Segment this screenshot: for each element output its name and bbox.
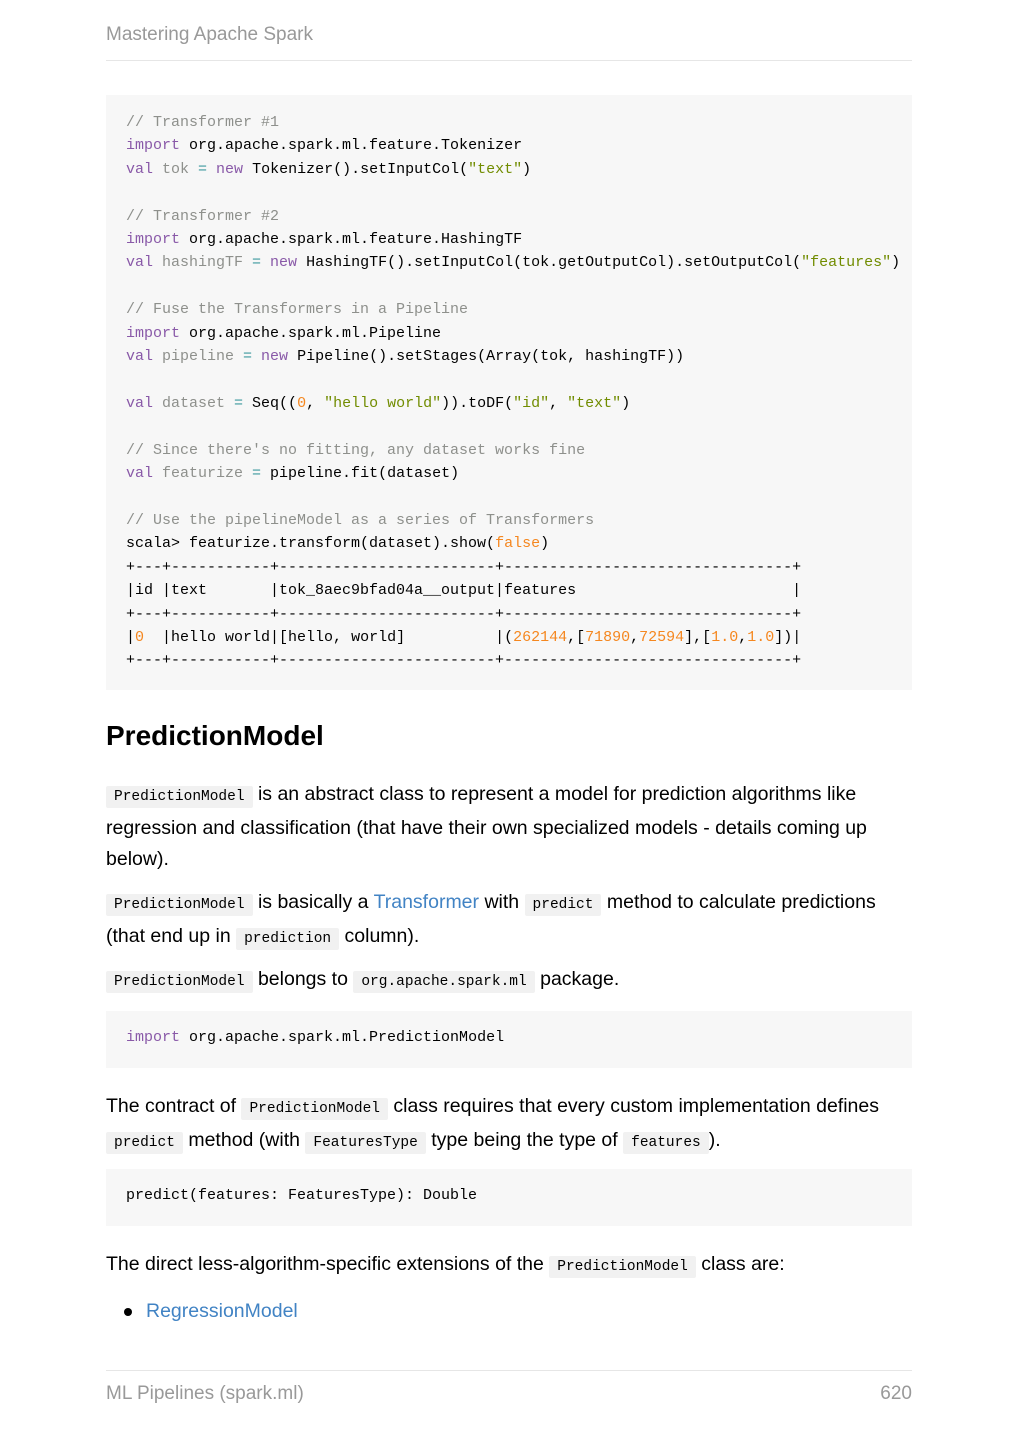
table-border: +---+-----------+------------------------+--------------------------------+	[126, 605, 802, 623]
paragraph-text: is basically a	[252, 891, 374, 913]
code-text: ,	[738, 628, 748, 646]
header-divider	[106, 60, 912, 61]
code-keyword: val	[126, 160, 154, 178]
paragraph-text: method to calculate predictions (that end up in	[106, 891, 876, 947]
code-listing	[126, 1026, 892, 1049]
paragraph-text: is an abstract class to represent a model for prediction algorithms like regression and classification (that have their own specialized models - details coming up below).	[106, 783, 867, 870]
inline-code: predict	[106, 1132, 183, 1154]
code-operator: =	[234, 348, 253, 366]
import-code-block	[106, 1011, 912, 1068]
paragraph-text: belongs to	[252, 968, 354, 990]
code-string: "text"	[567, 394, 622, 412]
code-variable: tok	[153, 160, 190, 178]
inline-code: PredictionModel	[106, 894, 253, 916]
inline-code: PredictionModel	[106, 786, 253, 808]
code-operator: =	[243, 465, 262, 483]
code-text: |	[126, 628, 136, 646]
code-variable: hashingTF	[153, 254, 244, 272]
code-text: ],[	[684, 628, 712, 646]
code-text: predict(features: FeaturesType): Double	[126, 1187, 478, 1204]
code-number: 1.0	[711, 628, 739, 646]
code-text: org.apache.spark.ml.feature.HashingTF	[180, 231, 523, 249]
code-comment: // Since there's no fitting, any dataset works fine	[126, 441, 586, 459]
code-text: ,[	[567, 628, 586, 646]
code-number: 1.0	[747, 628, 775, 646]
code-keyword: import	[126, 1029, 181, 1046]
footer-chapter-title: ML Pipelines (spark.ml)	[106, 1383, 304, 1404]
code-text: HashingTF().setInputCol(tok.getOutputCol).setOutputCol(	[297, 254, 802, 272]
section-heading: PredictionModel	[106, 720, 324, 751]
transformer-link[interactable]: Transformer	[373, 891, 480, 913]
code-comment: // Fuse the Transformers in a Pipeline	[126, 301, 469, 319]
code-comment: // Transformer #1	[126, 114, 280, 131]
running-header-title: Mastering Apache Spark	[106, 24, 314, 45]
code-listing	[126, 1184, 892, 1207]
code-text: )).toDF(	[441, 394, 514, 412]
code-text: )	[621, 394, 631, 412]
code-number: 262144	[513, 628, 568, 646]
code-text: )	[522, 160, 532, 178]
code-string: "id"	[513, 394, 550, 412]
code-variable: pipeline	[153, 348, 235, 366]
code-keyword: import	[126, 324, 181, 342]
inline-code: features	[623, 1132, 709, 1154]
bullet-icon	[124, 1308, 132, 1316]
code-number: 0	[297, 394, 307, 412]
code-text: )	[891, 254, 901, 272]
regression-model-link[interactable]: RegressionModel	[146, 1300, 298, 1322]
paragraph-text: column).	[339, 925, 420, 947]
paragraph-text: The direct less-algorithm-specific extensions of the	[106, 1253, 550, 1275]
paragraph-text: ).	[708, 1129, 721, 1151]
code-text: org.apache.spark.ml.feature.Tokenizer	[180, 137, 523, 155]
code-text: scala> featurize.transform(dataset).show(	[126, 535, 496, 553]
inline-code: prediction	[236, 928, 339, 950]
code-text: Pipeline().setStages(Array(tok, hashingTF))	[288, 348, 685, 366]
inline-code: org.apache.spark.ml	[353, 971, 534, 993]
inline-code: PredictionModel	[241, 1098, 388, 1120]
code-keyword: import	[126, 137, 181, 155]
paragraph-intro	[106, 779, 912, 875]
code-number: 72594	[639, 628, 685, 646]
paragraph-text: with	[479, 891, 525, 913]
code-operator: =	[189, 160, 208, 178]
code-keyword: import	[126, 231, 181, 249]
paragraph-transformer	[106, 887, 912, 955]
pipeline-code-block	[106, 95, 912, 690]
code-keyword: val	[126, 394, 154, 412]
code-string: "text"	[468, 160, 523, 178]
code-operator: =	[243, 254, 262, 272]
code-text: org.apache.spark.ml.PredictionModel	[180, 1029, 505, 1046]
code-listing	[126, 111, 901, 673]
code-text: |hello world|[hello, world] |(	[144, 628, 514, 646]
inline-code: predict	[525, 894, 602, 916]
code-text: Tokenizer().setInputCol(	[243, 160, 469, 178]
predict-signature-code-block	[106, 1169, 912, 1226]
code-text: ,	[549, 394, 568, 412]
inline-code: PredictionModel	[549, 1256, 696, 1278]
code-text: Seq((	[243, 394, 298, 412]
code-text: ,	[306, 394, 325, 412]
code-number: 71890	[585, 628, 631, 646]
paragraph-text: package.	[534, 968, 620, 990]
paragraph-contract	[106, 1091, 912, 1159]
code-number: 0	[135, 628, 145, 646]
code-text: ])|	[774, 628, 802, 646]
paragraph-text: class requires that every custom implementation defines	[388, 1095, 879, 1117]
inline-code: PredictionModel	[106, 971, 253, 993]
code-keyword: val	[126, 465, 154, 483]
code-string: "features"	[801, 254, 892, 272]
code-text: )	[540, 535, 550, 553]
table-header: |id |text |tok_8aec9bfad04a__output|features |	[126, 582, 802, 600]
code-text: pipeline.fit(dataset)	[261, 465, 460, 483]
paragraph-text: The contract of	[106, 1095, 242, 1117]
paragraph-text: method (with	[182, 1129, 306, 1151]
paragraph-text: type being the type of	[425, 1129, 624, 1151]
paragraph-text: class are:	[695, 1253, 785, 1275]
code-keyword: val	[126, 254, 154, 272]
paragraph-package	[106, 964, 912, 998]
code-text: ,	[630, 628, 640, 646]
code-text: org.apache.spark.ml.Pipeline	[180, 324, 442, 342]
table-border: +---+-----------+------------------------+--------------------------------+	[126, 652, 802, 670]
inline-code: FeaturesType	[305, 1132, 425, 1154]
code-operator: =	[225, 394, 244, 412]
code-variable: dataset	[153, 394, 226, 412]
code-comment: // Transformer #2	[126, 207, 280, 225]
code-comment: // Use the pipelineModel as a series of Transformers	[126, 511, 595, 529]
table-border: +---+-----------+------------------------+--------------------------------+	[126, 558, 802, 576]
code-keyword: new	[252, 348, 289, 366]
list-item	[106, 1296, 298, 1327]
code-boolean: false	[495, 535, 541, 553]
footer-divider	[106, 1370, 912, 1371]
code-string: "hello world"	[324, 394, 442, 412]
code-keyword: new	[261, 254, 298, 272]
code-variable: featurize	[153, 465, 244, 483]
code-keyword: new	[207, 160, 244, 178]
code-keyword: val	[126, 348, 154, 366]
extensions-list	[106, 1296, 298, 1327]
paragraph-extensions	[106, 1249, 912, 1283]
page-number: 620	[880, 1383, 912, 1404]
